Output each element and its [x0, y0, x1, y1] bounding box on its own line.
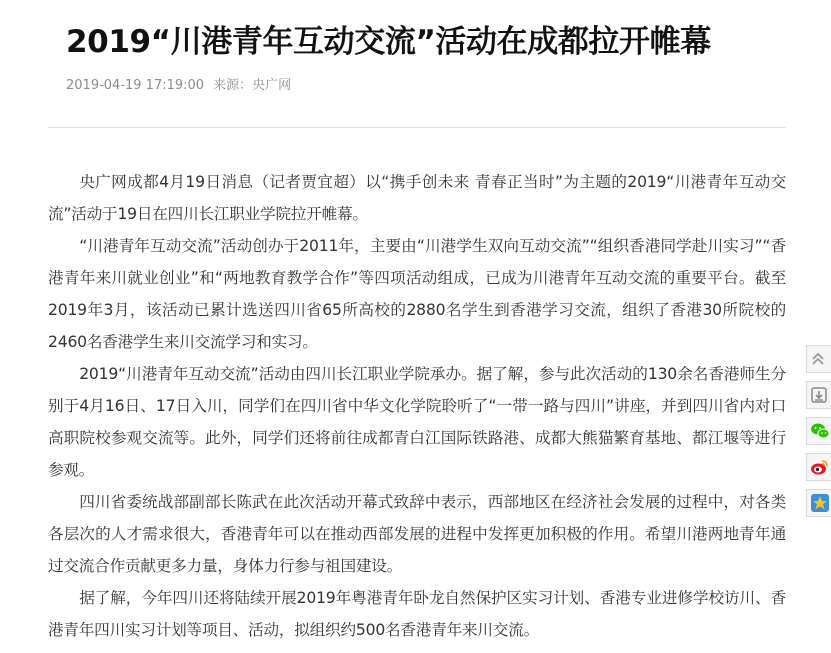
favorite-star-icon	[810, 493, 830, 513]
share-weibo-button[interactable]	[806, 453, 831, 481]
share-wechat-button[interactable]	[806, 417, 831, 445]
article-body	[48, 166, 786, 646]
paragraph: “川港青年互动交流”活动创办于2011年，主要由“川港学生双向互动交流”“组织香港同学赴川实习”“香港青年来川就业创业”和“两地教育教学合作”等四项活动组成，已成为川港青年互动交流的重要平台。截至2019年3月，该活动已累计选送四川省65所高校的2880名学生到香港学习交流，组织了香港30所院校的2460名香港学生来川交流学习和实习。	[48, 237, 786, 351]
paragraph: 四川省委统战部副部长陈武在此次活动开幕式致辞中表示，西部地区在经济社会发展的过程中，对各类各层次的人才需求很大，香港青年可以在推动西部发展的进程中发挥更加积极的作用。希望川港两地青年通过交流合作贡献更多力量，身体力行参与祖国建设。	[48, 493, 786, 575]
back-to-top-button[interactable]	[806, 345, 831, 373]
paragraph: 2019“川港青年互动交流”活动由四川长江职业学院承办。据了解，参与此次活动的130余名香港师生分别于4月16日、17日入川，同学们在四川省中华文化学院聆听了“一带一路与四川”讲座，并到四川省内对口高职院校参观交流等。此外，同学们还将前往成都青白江国际铁路港、成都大熊猫繁育基地、都江堰等进行参观。	[48, 365, 786, 479]
double-chevron-up-icon	[810, 351, 826, 367]
favorite-button[interactable]	[806, 489, 831, 517]
paragraph: 央广网成都4月19日消息（记者贾宜超）以“携手创未来 青春正当时”为主题的2019“川港青年互动交流”活动于19日在四川长江职业学院拉开帷幕。	[48, 173, 786, 223]
publish-date: 2019-04-19 17:19:00	[66, 78, 205, 93]
article-source: 来源：央广网	[213, 78, 292, 93]
download-button[interactable]	[806, 381, 831, 409]
weibo-icon	[810, 458, 830, 476]
title-divider	[48, 127, 786, 128]
article-title: 2019“川港青年互动交流”活动在成都拉开帷幕	[66, 24, 711, 60]
download-icon	[810, 386, 828, 404]
paragraph: 据了解，今年四川还将陆续开展2019年粤港青年卧龙自然保护区实习计划、香港专业进修学校访川、香港青年四川实习计划等项目、活动，拟组织约500名香港青年来川交流。	[48, 589, 786, 639]
wechat-icon	[810, 422, 830, 440]
share-sidebar	[806, 345, 831, 525]
article-meta	[66, 77, 291, 95]
